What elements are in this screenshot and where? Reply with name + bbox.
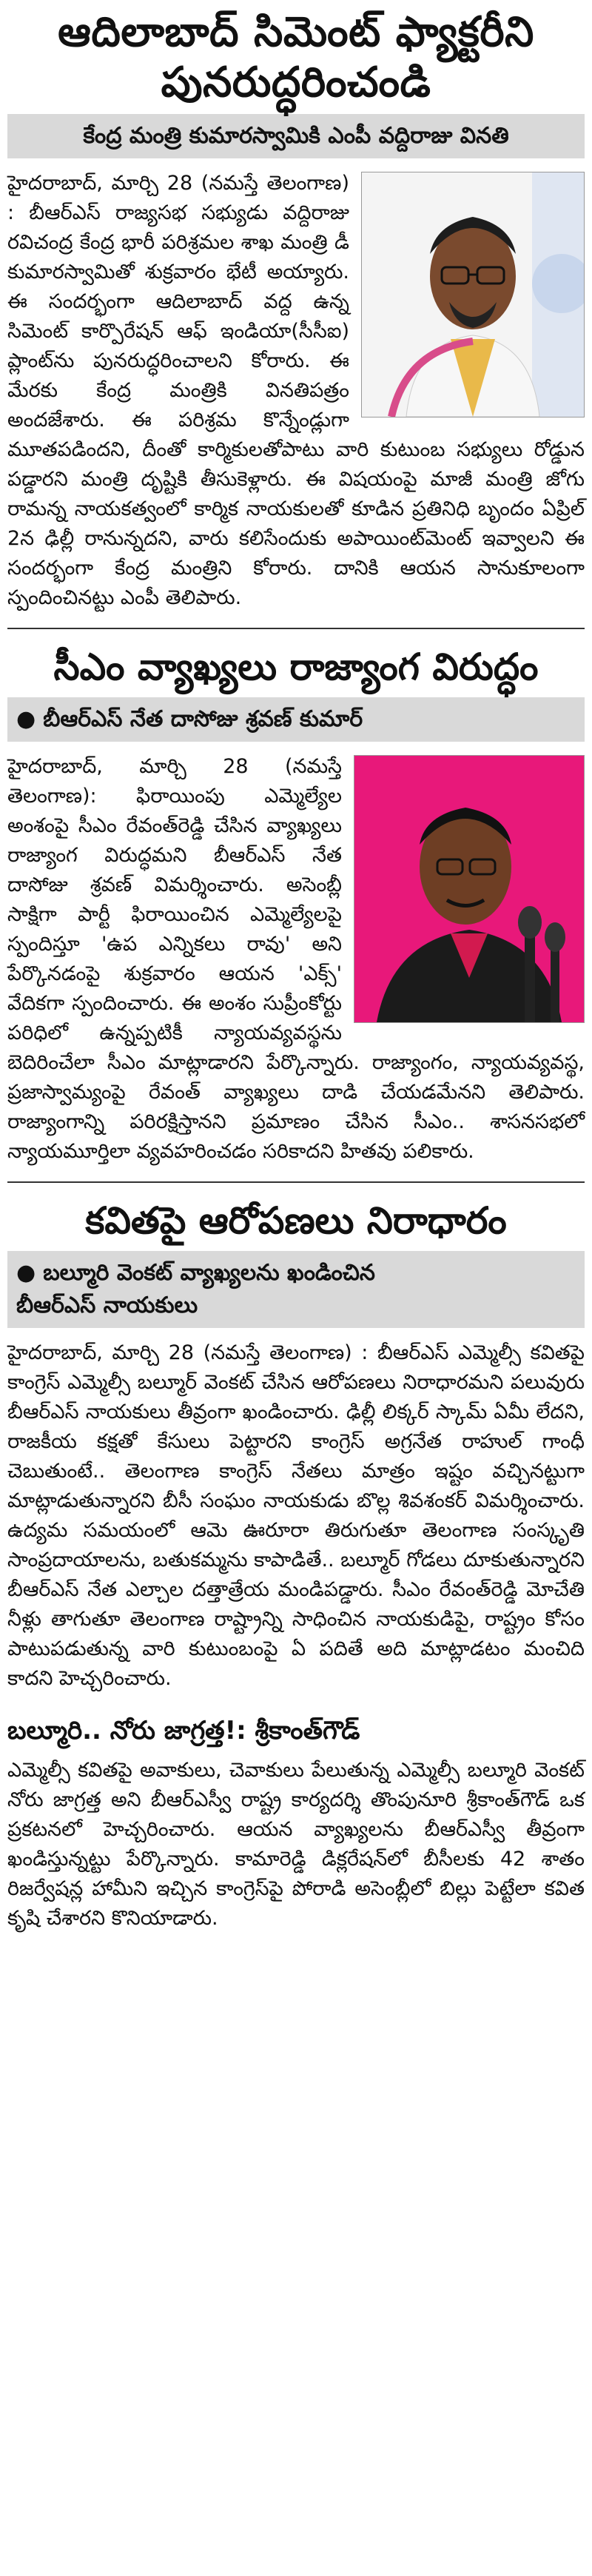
subheadline-line-2: బీఆర్‌ఎస్ నాయకులు: [16, 1292, 198, 1318]
photo-dasoju-sravan: [354, 755, 585, 1023]
portrait-illustration: [354, 756, 584, 1022]
headline-line-1: ఆదిలాబాద్ సిమెంట్ ఫ్యాక్టరీని: [58, 8, 534, 56]
news-page: [7, 0, 585, 1933]
article-body: హైదరాబాద్, మార్చి 28 (నమస్తే తెలంగాణ): ఫిరాయింపు ఎమ్మెల్యేల అంశంపై సీఎం రేవంత్‌రెడ్డి చేసిన వ్యాఖ్యలు రాజ్యాంగ విరుద్ధమని బీఆర్‌ఎస్ నేత దాసోజు శ్రవణ్ విమర్శించారు. అసెంబ్లీ సాక్షిగా పార్టీ ఫిరాయించిన ఎమ్మెల్యేలపై స్పందిస్తూ 'ఉప ఎన్నికలు రావు' అని పేర్కొనడంపై శుక్రవారం ఆయన 'ఎక్స్' వేదికగా స్పందించారు. ఈ అంశం సుప్రీంకోర్టు పరిధిలో ఉన్నప్పటికీ న్యాయవ్యవస్థను బెదిరించేలా సీఎం మాట్లాడారని పేర్కొన్నారు. రాజ్యాంగం, న్యాయవ్యవస్థ, ప్రజాస్వామ్యంపై రేవంత్ వ్యాఖ్యలు దాడి చేయడమేనని తెలిపారు. రాజ్యాంగాన్ని పరిరక్షిస్తానని ప్రమాణం చేసిన సీఎం.. శాసనసభలో న్యాయమూర్తిలా వ్యవహరించడం సరికాదని హితవు పలికారు.: [7, 755, 585, 1163]
subheadline-text: బీఆర్‌ఎస్ నేత దాసోజు శ్రవణ్ కుమార్: [43, 706, 363, 732]
subheadline-line-1: బల్మూరి వెంకట్ వ్యాఖ్యలను ఖండించిన: [43, 1260, 375, 1286]
article-cm-remarks: [7, 643, 585, 1174]
subheadline: [7, 697, 585, 742]
bullet-icon: ●: [16, 706, 36, 732]
subheadline: కేంద్ర మంత్రి కుమారస్వామికి ఎంపీ వద్దిరాజు వినతి: [7, 114, 585, 158]
bullet-icon: ●: [16, 1260, 36, 1286]
subsection-body: ఎమ్మెల్సీ కవితపై అవాకులు, చెవాకులు పేలుతున్న ఎమ్మెల్సీ బల్మూరి వెంకట్ నోరు జాగ్రత్త అని బీఆర్‌ఎస్వీ రాష్ట్ర కార్యదర్శి తొంపునూరి శ్రీకాంత్‌గౌడ్ ఒక ప్రకటనలో హెచ్చరించారు. ఆయన వ్యాఖ్యలను బీఆర్‌ఎస్వీ తీవ్రంగా ఖండిస్తున్నట్టు పేర్కొన్నారు. కామారెడ్డి డిక్లరేషన్‌లో బీసీలకు 42 శాతం రిజర్వేషన్ల హామీని ఇచ్చిన కాంగ్రెస్‌పై పోరాడి అసెంబ్లీలో బిల్లు పెట్టేలా కవిత కృషి చేశారని కొనియాడారు.: [7, 1759, 585, 1930]
article-kavitha-allegations: [7, 1196, 585, 1933]
photo-mp-vaddiraju: [361, 172, 585, 417]
subsection-headline: బల్మూరి.. నోరు జాగ్రత్త!: శ్రీకాంత్‌గౌడ్: [7, 1716, 360, 1745]
headline-line-2: పునరుద్ధరించండి: [161, 58, 431, 107]
divider: [7, 1181, 585, 1183]
subheadline: [7, 1251, 585, 1328]
article-body: హైదరాబాద్, మార్చి 28 (నమస్తే తెలంగాణ) : బీఆర్‌ఎస్ ఎమ్మెల్సీ కవితపై కాంగ్రెస్ ఎమ్మెల్సీ బల్మూర్ వెంకట్ చేసిన ఆరోపణలు నిరాధారమని పలువురు బీఆర్‌ఎస్ నాయకులు తీవ్రంగా ఖండించారు. ఢిల్లీ లిక్కర్ స్కామ్ ఏమీ లేదని, రాజకీయ కక్షతో కేసులు పెట్టారని కాంగ్రెస్ అగ్రనేత రాహుల్ గాంధీ చెబుతుంటే.. తెలంగాణ కాంగ్రెస్ నేతలు మాత్రం ఇష్టం వచ్చినట్టుగా మాట్లాడుతున్నారని బీసీ సంఘం నాయకుడు బొల్ల శివశంకర్ విమర్శించారు. ఉద్యమ సమయంలో ఆమె ఊరూరా తిరుగుతూ తెలంగాణ సంస్కృతి సాంప్రదాయాలను, బతుకమ్మను కాపాడితే.. బల్మూర్ గోడలు దూకుతున్నారని బీఆర్‌ఎస్ నేత ఎల్చాల దత్తాత్రేయ మండిపడ్డారు. సీఎం రేవంత్‌రెడ్డి మోచేతి నీళ్లు తాగుతూ తెలంగాణ రాష్ట్రాన్ని సాధించిన నాయకుడిపై, రాష్ట్రం కోసం పాటుపడుతున్న వారి కుటుంబంపై ఏ పదితే అది మాట్లాడటం మంచిది కాదని హెచ్చరించారు.: [7, 1341, 585, 1690]
section-headline: సీఎం వ్యాఖ్యలు రాజ్యాంగ విరుద్ధం: [53, 645, 539, 688]
portrait-illustration: [362, 172, 584, 417]
article-body: హైదరాబాద్, మార్చి 28 (నమస్తే తెలంగాణ) : బీఆర్‌ఎస్ రాజ్యసభ సభ్యుడు వద్దిరాజు రవిచంద్ర కేంద్ర భారీ పరిశ్రమల శాఖ మంత్రి డీ కుమారస్వామితో శుక్రవారం భేటీ అయ్యారు. ఈ సందర్భంగా ఆదిలాబాద్ వద్ద ఉన్న సిమెంట్ కార్పొరేషన్ ఆఫ్ ఇండియా(సీసీఐ) ప్లాంట్‌ను పునరుద్ధరించాలని కోరారు. ఈ మేరకు కేంద్ర మంత్రికి వినతిపత్రం అందజేశారు. ఈ పరిశ్రమ కొన్నేండ్లుగా మూతపడిందని, దీంతో కార్మికులతోపాటు వారి కుటుంబ సభ్యులు రోడ్డున పడ్డారని మంత్రి దృష్టికి తీసుకెళ్లారు. ఈ విషయంపై మాజీ మంత్రి జోగు రామన్న నాయకత్వంలో కార్మిక నాయకులతో కూడిన ప్రతినిధి బృందం ఏప్రిల్ 2న ఢిల్లీ రానున్నదని, వారు కలిసేందుకు అపాయింట్‌మెంట్ ఇవ్వాలని ఈ సందర్భంగా కేంద్ర మంత్రిని కోరారు. దానికి ఆయన సానుకూలంగా స్పందించినట్టు ఎంపీ తెలిపారు.: [7, 172, 585, 609]
article-cement-factory: [7, 7, 585, 620]
divider: [7, 628, 585, 629]
section-headline: కవితపై ఆరోపణలు నిరాధారం: [85, 1199, 507, 1242]
